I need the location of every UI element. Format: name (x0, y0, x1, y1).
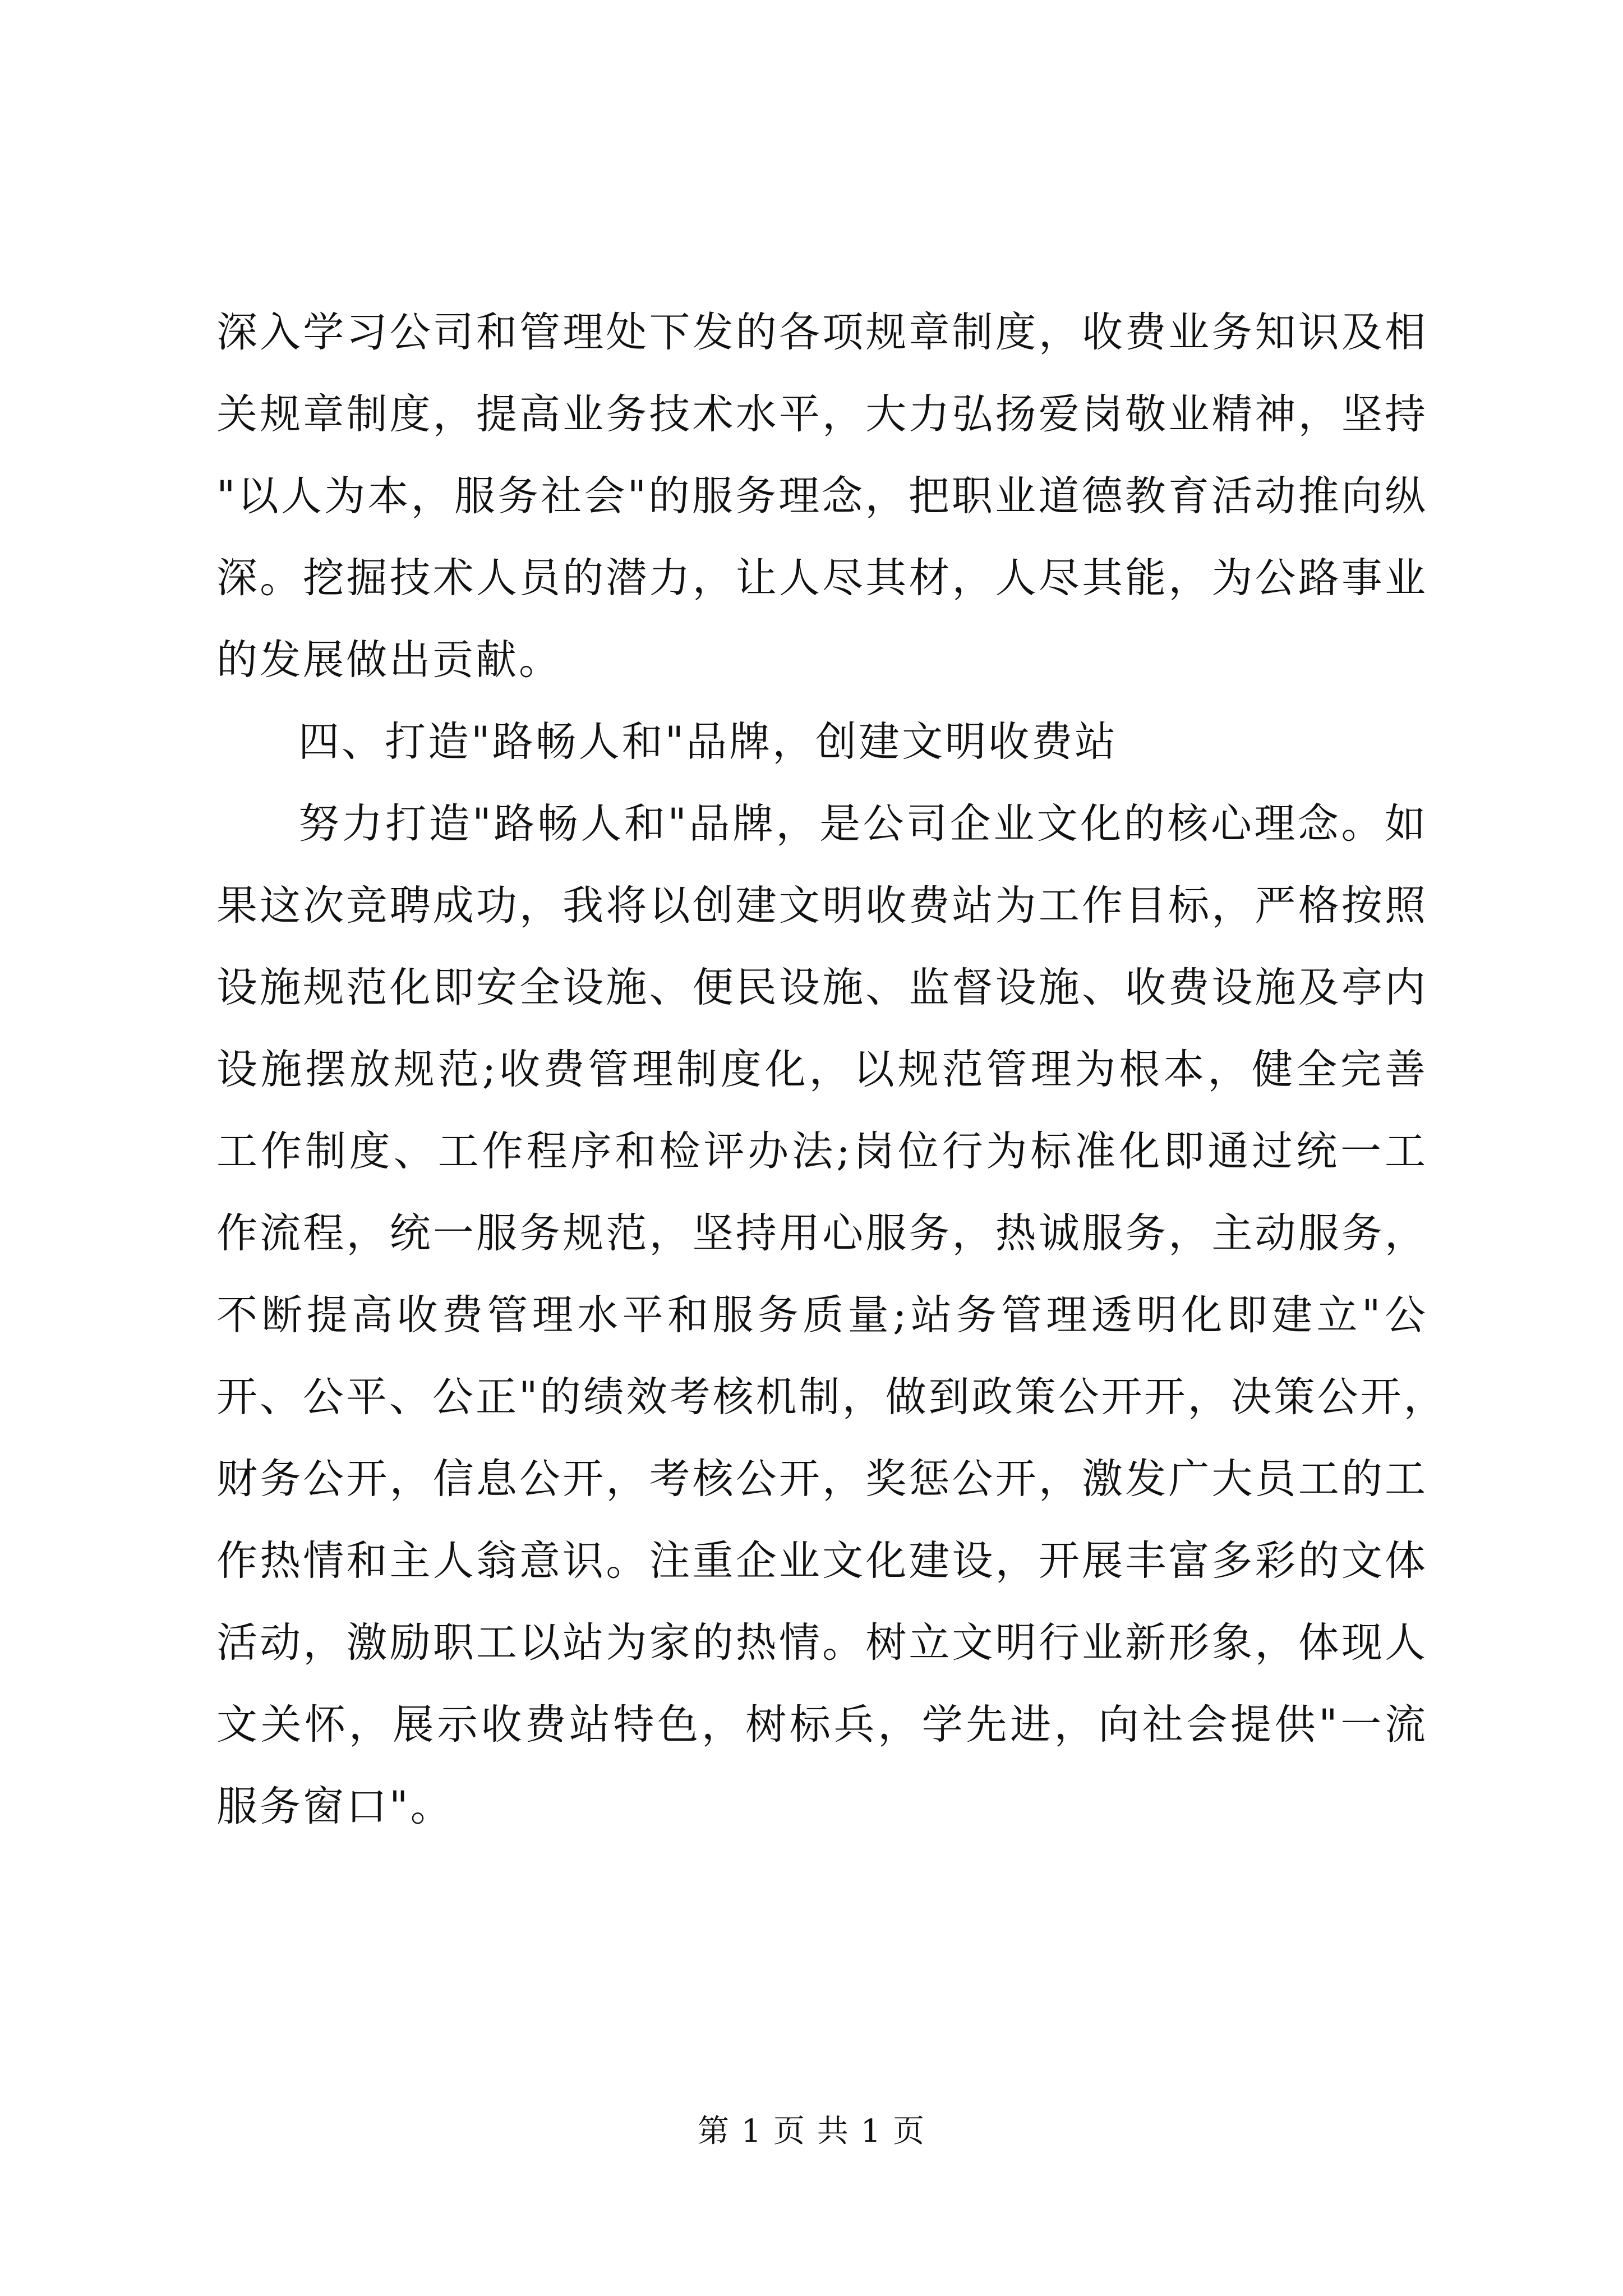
text-line: 的发展做出贡献。 (216, 636, 562, 684)
text-line: 财务公开，信息公开，考核公开，奖惩公开，激发广大员工的工 (216, 1455, 1428, 1503)
text-line: 关规章制度，提高业务技术水平，大力弘扬爱岗敬业精神，坚持 (216, 390, 1428, 438)
paragraph-first-line: 努力打造"路畅人和"品牌，是公司企业文化的核心理念。如 (298, 800, 1428, 848)
text-line: 文关怀，展示收费站特色，树标兵，学先进，向社会提供"一流 (216, 1701, 1428, 1749)
text-line: 果这次竞聘成功，我将以创建文明收费站为工作目标，严格按照 (216, 882, 1428, 930)
page-footer: 第 1 页 共 1 页 (697, 2113, 926, 2150)
text-line: 开、公平、公正"的绩效考核机制，做到政策公开开，决策公开， (216, 1373, 1447, 1421)
text-line: 设施规范化即安全设施、便民设施、监督设施、收费设施及亭内 (216, 964, 1428, 1011)
text-line: 设施摆放规范;收费管理制度化，以规范管理为根本，健全完善 (216, 1046, 1428, 1093)
text-line: 活动，激励职工以站为家的热情。树立文明行业新形象，体现人 (216, 1619, 1428, 1667)
paragraph-first-line: 四、打造"路畅人和"品牌，创建文明收费站 (298, 718, 1118, 766)
text-line: "以人为本，服务社会"的服务理念，把职业道德教育活动推向纵 (216, 472, 1428, 520)
text-line: 服务窗口"。 (216, 1783, 454, 1830)
text-line: 深。挖掘技术人员的潜力，让人尽其材，人尽其能，为公路事业 (216, 554, 1428, 602)
text-line: 工作制度、工作程序和检评办法;岗位行为标准化即通过统一工 (216, 1128, 1428, 1175)
document-body (216, 292, 1447, 1848)
text-line: 作热情和主人翁意识。注重企业文化建设，开展丰富多彩的文体 (216, 1537, 1428, 1585)
text-line: 不断提高收费管理水平和服务质量;站务管理透明化即建立"公 (216, 1291, 1428, 1339)
text-line: 深入学习公司和管理处下发的各项规章制度，收费业务知识及相 (216, 309, 1428, 356)
text-line: 作流程，统一服务规范，坚持用心服务，热诚服务，主动服务， (216, 1209, 1428, 1257)
